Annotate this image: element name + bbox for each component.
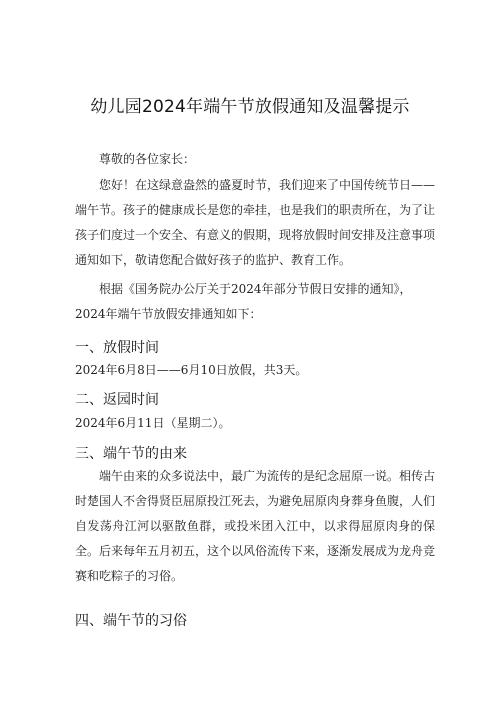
section-heading-customs: 四、端午节的习俗 xyxy=(75,613,187,629)
intro-paragraph-block xyxy=(75,173,435,273)
section-content-origin-block xyxy=(75,464,435,589)
section-heading-holiday-time: 一、放假时间 xyxy=(75,340,159,356)
section-content-origin: 端午由来的众多说法中，最广为流传的是纪念屈原一说。相传古时楚国人不舍得贤臣屈原投江死去，为避免屈原肉身葬身鱼腹，人们自发荡舟江河以驱散鱼群，或投米团入江中，以求得屈原肉身的保全。后来每年五月初五，这个以风俗流传下来，逐渐发展成为龙舟竞赛和吃粽子的习俗。 xyxy=(75,469,436,583)
greeting-block xyxy=(75,147,435,172)
document-title: 幼儿园2024年端午节放假通知及温馨提示 xyxy=(90,97,410,117)
greeting: 尊敬的各位家长： xyxy=(99,152,196,166)
basis-line-2: 2024年端午节放假安排通知如下： xyxy=(75,307,262,321)
basis-line-1: 根据《国务院办公厅关于2024年部分节假日安排的通知》， xyxy=(99,282,412,296)
section-content-holiday-time: 2024年6月8日——6月10日放假，共3天。 xyxy=(75,363,308,377)
section-heading-origin: 三、端午节的由来 xyxy=(75,446,187,462)
basis-block xyxy=(75,277,435,327)
section-content-return-time: 2024年6月11日（星期二）。 xyxy=(75,416,231,430)
intro-paragraph: 您好！在这绿意盎然的盛夏时节，我们迎来了中国传统节日——端午节。孩子的健康成长是您的牵挂，也是我们的职责所在，为了让孩子们度过一个安全、有意义的假期，现将放假时间安排及注意事项通知如下，敬请您配合做好孩子的监护、教育工作。 xyxy=(75,178,436,267)
section-heading-return-time: 二、返园时间 xyxy=(75,392,159,408)
